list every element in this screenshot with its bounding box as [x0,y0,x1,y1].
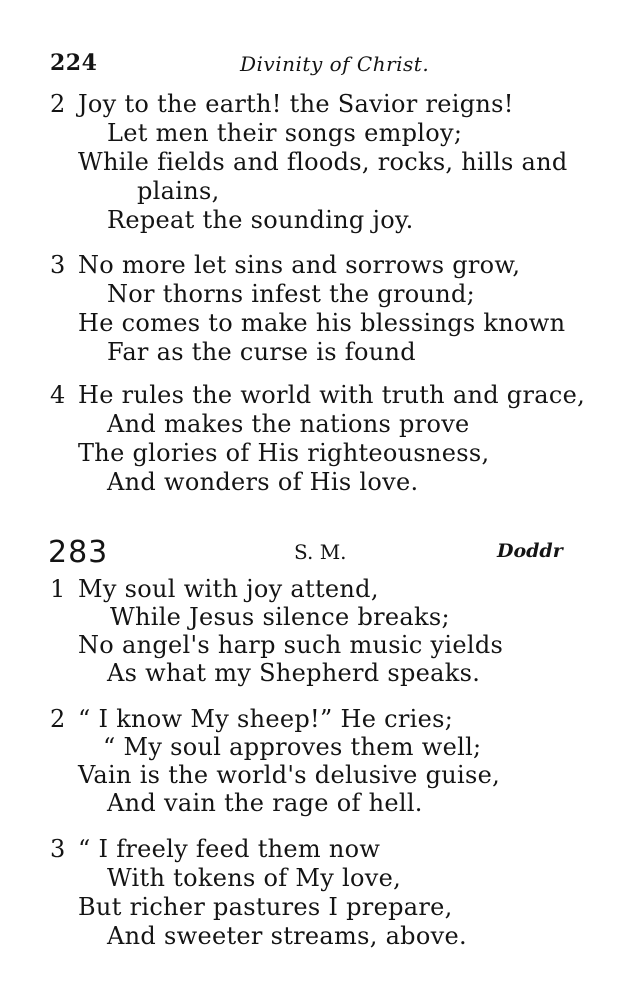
verse-line: Far as the curse is found [107,338,416,366]
verse-line: No angel's harp such music yields [78,631,504,659]
verse-line: He rules the world with truth and grace, [78,381,586,409]
verse-line: As what my Shepherd speaks. [107,659,481,687]
verse-line: And vain the rage of hell. [107,789,423,817]
verse-number: 3 [50,835,66,863]
hymn-author: Doddr [497,540,563,562]
verse-line: And makes the nations prove [107,410,470,438]
verse-line: Let men their songs employ; [107,119,463,147]
verse-line: And wonders of His love. [107,468,419,496]
verse-number: 2 [50,90,66,118]
verse-line: “ I know My sheep!” He cries; [78,705,454,733]
verse-line: He comes to make his blessings known [78,309,566,337]
verse-line: While fields and floods, rocks, hills and [78,148,568,176]
verse-line: Joy to the earth! the Savior reigns! [78,90,514,118]
verse-line: With tokens of My love, [107,864,402,892]
verse-line: Nor thorns infest the ground; [107,280,476,308]
verse-line: And sweeter streams, above. [107,922,467,950]
verse-number: 1 [50,575,66,603]
verse-line: My soul with joy attend, [78,575,379,603]
verse-line: No more let sins and sorrows grow, [78,251,521,279]
hymn-meter: S. M. [294,540,347,564]
hymn-number: 283 [48,535,109,570]
verse-line: While Jesus silence breaks; [110,603,450,631]
section-title: Divinity of Christ. [240,52,430,76]
verse-line: plains, [137,177,220,205]
verse-line: “ I freely feed them now [78,835,381,863]
page-number: 224 [50,50,98,76]
verse-number: 4 [50,381,66,409]
verse-number: 3 [50,251,66,279]
verse-line: The glories of His righteousness, [78,439,490,467]
verse-line: Vain is the world's delusive guise, [78,761,501,789]
verse-line: Repeat the sounding joy. [107,206,414,234]
verse-line: “ My soul approves them well; [103,733,482,761]
verse-line: But richer pastures I prepare, [78,893,453,921]
verse-number: 2 [50,705,66,733]
